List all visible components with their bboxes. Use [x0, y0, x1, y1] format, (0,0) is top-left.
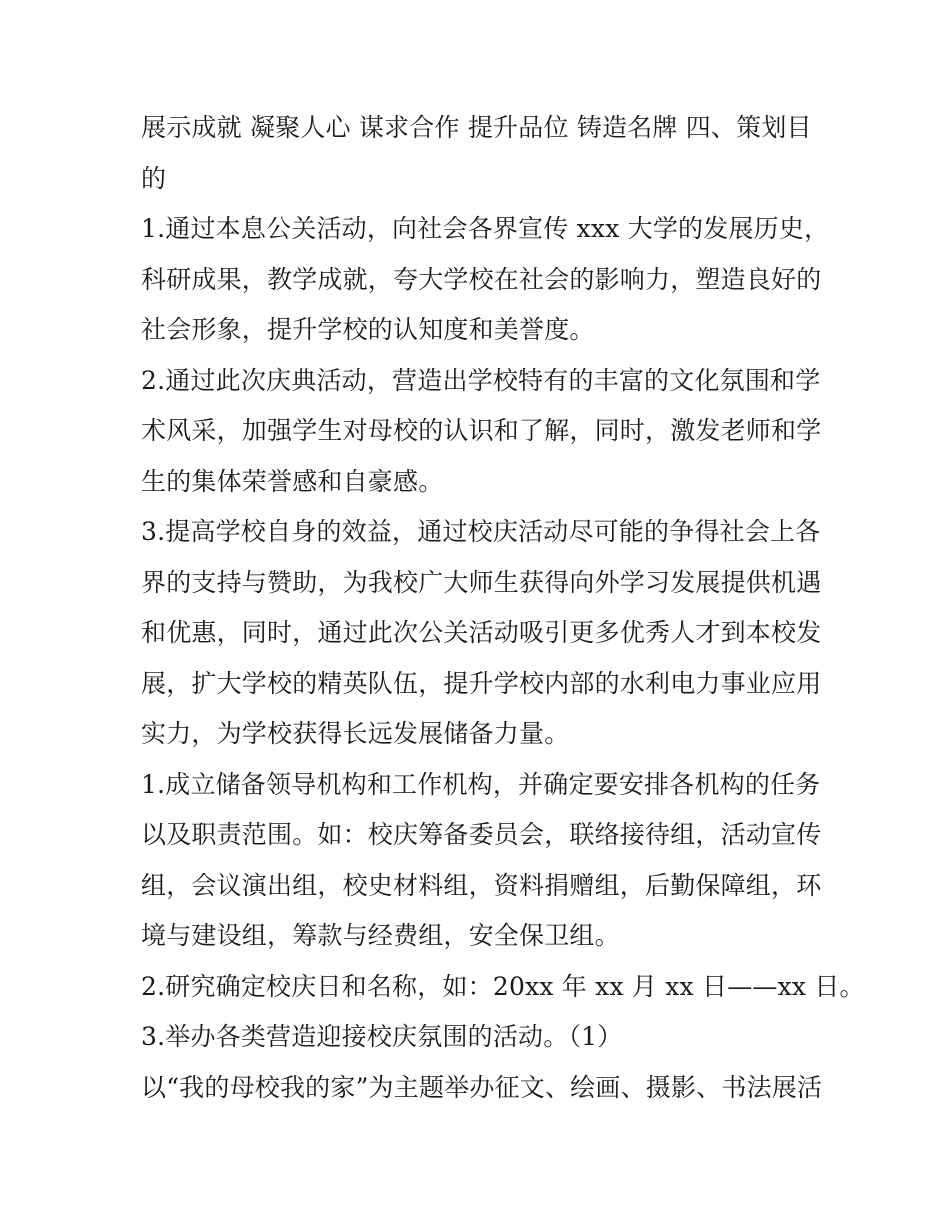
document-body	[141, 103, 865, 1113]
text-line: 3.提高学校自身的效益，通过校庆活动尽可能的争得社会上各	[141, 517, 821, 546]
text-line: 以及职责范围。如：校庆筹备委员会，联络接待组，活动宣传	[141, 820, 822, 849]
text-line: 实力，为学校获得长远发展储备力量。	[141, 719, 570, 748]
text-line: 展，扩大学校的精英队伍，提升学校内部的水利电力事业应用	[141, 668, 822, 698]
paragraph-purpose-1	[141, 204, 830, 356]
text-line: 的	[141, 163, 167, 193]
text-line: 2.研究确定校庆日和名称，如：20xx 年 xx 月 xx 日——xx 日。	[141, 971, 865, 1001]
text-line: 界的支持与赞助，为我校广大师生获得向外学习发展提供机遇	[141, 567, 822, 597]
text-line: 组，会议演出组，校史材料组，资料捐赠组，后勤保障组，环	[141, 870, 822, 900]
paragraph-step-3	[141, 1012, 821, 1063]
text-line: 生的集体荣誉感和自豪感。	[141, 466, 444, 496]
text-line: 和优惠，同时，通过此次公关活动吸引更多优秀人才到本校发	[141, 618, 822, 647]
text-line: 科研成果，教学成就，夸大学校在社会的影响力，塑造良好的	[141, 264, 822, 294]
text-line: 展示成就 凝聚人心 谋求合作 提升品位 铸造名牌 四、策划目	[141, 113, 812, 142]
text-line: 1.通过本息公关活动，向社会各界宣传 xxx 大学的发展历史，	[141, 214, 830, 243]
paragraph-activity	[141, 1063, 821, 1114]
paragraph-step-1	[141, 760, 821, 962]
paragraph-purpose-3	[141, 507, 821, 760]
paragraph-slogans	[141, 103, 821, 204]
text-line: 2.通过此次庆典活动，营造出学校特有的丰富的文化氛围和学	[141, 365, 821, 395]
text-line: 社会形象，提升学校的认知度和美誉度。	[141, 315, 595, 344]
text-line: 境与建设组，筹款与经费组，安全保卫组。	[141, 921, 620, 950]
text-line: 3.举办各类营造迎接校庆氛围的活动。（1）	[141, 1022, 623, 1051]
paragraph-purpose-2	[141, 356, 821, 508]
text-line: 术风采，加强学生对母校的认识和了解，同时，激发老师和学	[141, 416, 822, 445]
paragraph-step-2	[141, 962, 865, 1013]
text-line: 以“我的母校我的家”为主题举办征文、绘画、摄影、书法展活	[141, 1072, 823, 1102]
text-line: 1.成立储备领导机构和工作机构，并确定要安排各机构的任务	[141, 769, 821, 799]
